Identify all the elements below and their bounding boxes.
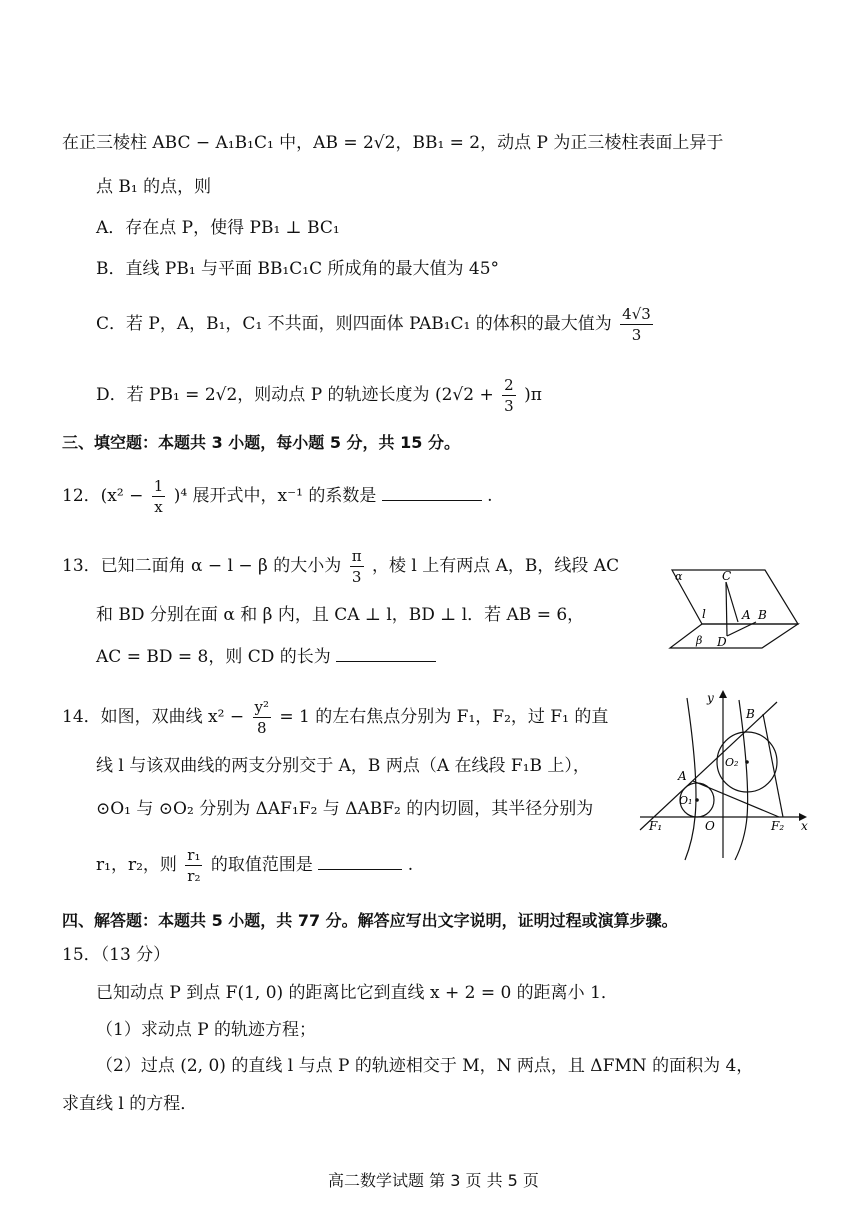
q14-line3: ⊙O₁ 与 ⊙O₂ 分别为 ΔAF₁F₂ 与 ΔABF₂ 的内切圆，其半径分别为 [96, 799, 594, 819]
q13-line1 [62, 546, 619, 587]
q11-option-c [96, 304, 656, 345]
q14-label-a: A [678, 769, 687, 783]
q14-line-l [640, 702, 777, 830]
q14-segment-af2 [693, 781, 779, 817]
q15-part2-cont: 求直线 l 的方程． [62, 1094, 198, 1114]
q14-label-o1: O₁ [679, 794, 693, 807]
q14-line1 [62, 697, 608, 738]
section-4-heading: 四、解答题：本题共 5 小题，共 77 分。解答应写出文字说明，证明过程或演算步骤。 [62, 911, 678, 930]
q13-segment-ac [726, 582, 738, 622]
q13-plane-beta [670, 624, 798, 648]
q14-right-branch [735, 700, 748, 860]
q14-label-x: x [801, 819, 808, 833]
q12 [62, 476, 493, 517]
q13-label-l: l [702, 607, 706, 621]
q13-label-c: C [722, 569, 732, 583]
q14-label-f2: F₂ [771, 819, 785, 833]
q14-label-f1: F₁ [649, 819, 663, 833]
q14-label-o2: O₂ [725, 756, 739, 769]
q15-part1: （1）求动点 P 的轨迹方程； [96, 1020, 317, 1040]
q12-fraction: $\frac{1}{x}$ [153, 477, 164, 516]
q12-period: . [487, 486, 493, 506]
q13-label-a: A [742, 608, 751, 622]
q13-text-tail: ，棱 l 上有两点 A，B，线段 AC [371, 556, 620, 576]
q14-label-o: O [705, 819, 715, 833]
q13-dihedral-figure [662, 560, 812, 660]
q15-part2: （2）过点 (2, 0) 的直线 l 与点 P 的轨迹相交于 M，N 两点，且 ΔFMN 的面积为 4， [96, 1056, 754, 1076]
q11-option-d-tail: )π [524, 385, 542, 405]
q13-fraction: $\frac{\pi}{3}$ [351, 547, 362, 586]
q14-text-tail: = 1 的左右焦点分别为 F₁，F₂，过 F₁ 的直 [279, 707, 609, 727]
q14-center-o2 [745, 760, 749, 764]
q13-answer-blank[interactable] [336, 645, 436, 662]
q15-heading: 15．（13 分） [62, 945, 171, 965]
q11-option-a: A．存在点 P，使得 PB₁ ⊥ BC₁ [96, 218, 340, 238]
q14-answer-blank[interactable] [318, 853, 402, 870]
q14-y-arrow [719, 690, 727, 698]
q14-ratio-fraction: $\frac{\text{r₁}}{\text{r₂}}$ [187, 846, 201, 885]
q13-label-alpha: α [675, 570, 683, 583]
q11-option-c-fraction: $\frac{4√3}{3}$ [622, 305, 651, 344]
q14-period: . [407, 855, 414, 875]
q14-line4-tail: 的取值范围是 [210, 855, 313, 875]
q11-option-d-text: D．若 PB₁ = 2√2，则动点 P 的轨迹长度为 (2√2 + [96, 385, 494, 405]
q11-option-d [96, 375, 542, 416]
q14-label-y: y [707, 691, 714, 705]
q13-segment-cd [726, 582, 727, 636]
q13-label-d: D [717, 635, 727, 649]
q11-option-c-text: C．若 P，A，B₁，C₁ 不共面，则四面体 PAB₁C₁ 的体积的最大值为 [96, 314, 612, 334]
q14-segment-bf2 [763, 714, 783, 817]
q13-label-b: B [758, 608, 767, 622]
q15-stem: 已知动点 P 到点 F(1, 0) 的距离比它到直线 x + 2 = 0 的距离小 1． [96, 983, 618, 1003]
q13-label-beta: β [696, 634, 703, 647]
q14-fraction: $\frac{\text{y²}}{8}$ [254, 698, 269, 737]
q12-text: 12．(x² − [62, 486, 144, 506]
q13-plane-alpha [672, 570, 798, 624]
section-3-heading: 三、填空题：本题共 3 小题，每小题 5 分，共 15 分。 [62, 433, 460, 452]
q14-text: 14．如图，双曲线 x² − [62, 707, 245, 727]
q11-option-d-fraction: $\frac{2}{3}$ [504, 376, 514, 415]
q11-stem-line1: 在正三棱柱 ABC − A₁B₁C₁ 中，AB = 2√2，BB₁ = 2，动点 P 为正三棱柱表面上异于 [62, 133, 724, 153]
q14-label-b: B [746, 707, 755, 721]
q14-line2: 线 l 与该双曲线的两支分别交于 A，B 两点（A 在线段 F₁B 上）， [96, 756, 590, 776]
page-footer: 高二数学试题 第 3 页 共 5 页 [328, 1171, 539, 1190]
q13-line3-text: AC = BD = 8，则 CD 的长为 [96, 647, 331, 667]
q13-line3 [96, 645, 436, 668]
q11-option-b: B．直线 PB₁ 与平面 BB₁C₁C 所成角的最大值为 45° [96, 259, 500, 279]
q14-hyperbola-figure [635, 680, 815, 862]
q11-stem-line2: 点 B₁ 的点，则 [96, 177, 212, 197]
q14-line4 [96, 845, 413, 886]
q12-answer-blank[interactable] [382, 484, 482, 501]
q13-text: 13．已知二面角 α − l − β 的大小为 [62, 556, 342, 576]
q14-line4-text: r₁，r₂，则 [96, 855, 177, 875]
q12-text-tail: )⁴ 展开式中，x⁻¹ 的系数是 [173, 486, 377, 506]
q14-center-o1 [695, 798, 699, 802]
q13-line2: 和 BD 分别在面 α 和 β 内，且 CA ⊥ l，BD ⊥ l．若 AB = 6， [96, 605, 585, 625]
